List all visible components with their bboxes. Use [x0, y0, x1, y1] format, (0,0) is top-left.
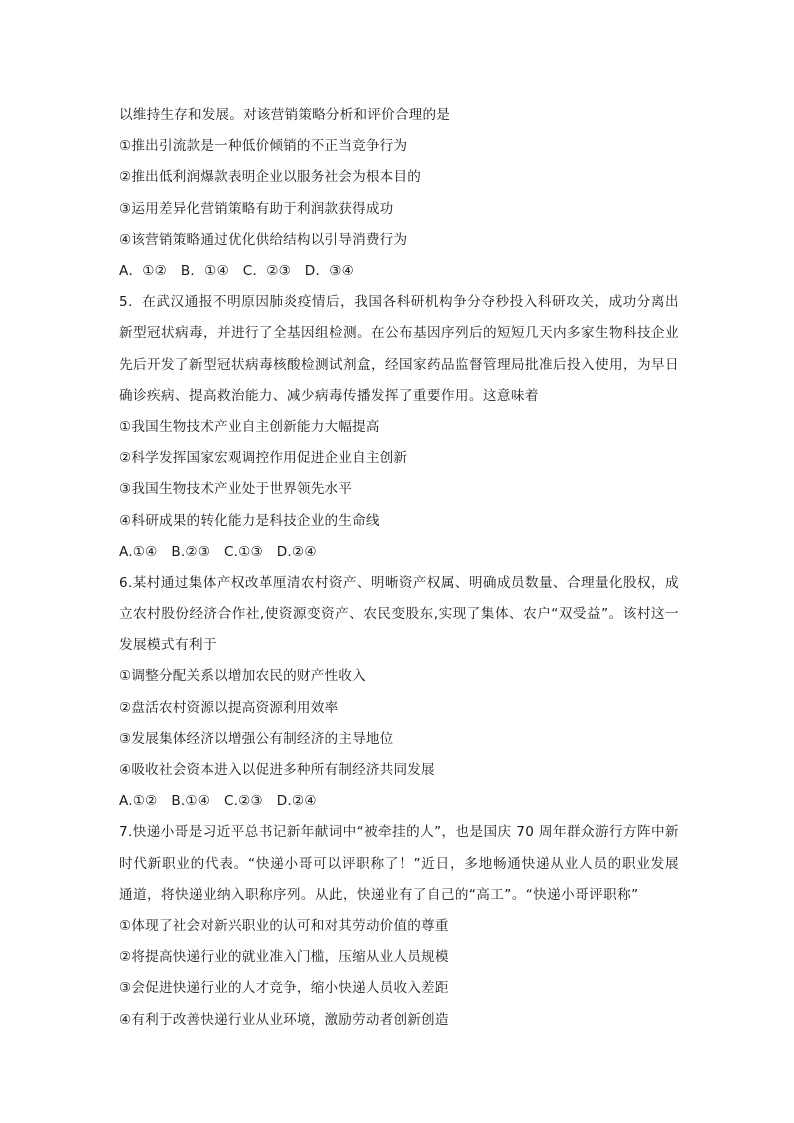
q7-item-2: ②将提高快递行业的就业准入门槛，压缩从业人员规模: [119, 949, 449, 966]
q4-options: A．①② B．①④ C．②③ D．③④: [119, 262, 355, 279]
q4-stem-end: 以维持生存和发展。对该营销策略分析和评价合理的是: [119, 107, 451, 123]
q5-item-1: ①我国生物技术产业自主创新能力大幅提高: [119, 418, 380, 435]
question-6: [119, 568, 679, 818]
q5-item-2: ②科学发挥国家宏观调控作用促进企业自主创新: [119, 450, 408, 467]
q6-item-2: ②盘活农村资源以提高资源利用效率: [119, 699, 339, 716]
q6-item-4: ④吸收社会资本进入以促进多种所有制经济共同发展: [119, 762, 435, 779]
q6-item-3: ③发展集体经济以增强公有制经济的主导地位: [119, 730, 394, 747]
q5-stem: 5．在武汉通报不明原因肺炎疫情后，我国各科研机构争分夺秒投入科研攻关，成功分离出新型冠状病毒，并进行了全基因组检测。在公布基因序列后的短短几天内多家生物科技企业先后开发了新型冠状病毒核酸检测试剂盒，经国家药品监督管理局批准后投入使用，为早日确诊疾病、提高救治能力、减少病毒传播发挥了重要作用。这意味着: [119, 294, 679, 404]
q7-item-4: ④有利于改善快递行业从业环境，激励劳动者创新创造: [119, 1011, 449, 1028]
q6-options: A.①② B.①④ C.②③ D.②④: [119, 793, 317, 810]
q5-item-3: ③我国生物技术产业处于世界领先水平: [119, 481, 353, 498]
question-7: [119, 817, 679, 1035]
q4-item-3: ③运用差异化营销策略有助于利润款获得成功: [119, 200, 394, 217]
q7-stem: 7.快递小哥是习近平总书记新年献词中“被牵挂的人”，也是国庆 70 周年群众游行方阵中新时代新职业的代表。“快递小哥可以评职称了！”近日，多地畅通快递从业人员的职业发展通道，将快递业纳入职称序列。从此，快递业有了自己的“高工”。“快递小哥评职称”: [119, 824, 679, 903]
question-5: [119, 287, 679, 568]
q7-item-3: ③会促进快递行业的人才竞争，缩小快递人员收入差距: [119, 980, 449, 997]
q5-item-4: ④科研成果的转化能力是科技企业的生命线: [119, 512, 380, 529]
q4-item-4: ④该营销策略通过优化供给结构以引导消费行为: [119, 231, 408, 248]
q4-item-2: ②推出低利润爆款表明企业以服务社会为根本目的: [119, 169, 422, 186]
question-4-tail: [119, 100, 679, 287]
page-content: [119, 100, 679, 1036]
q7-item-1: ①体现了社会对新兴职业的认可和对其劳动价值的尊重: [119, 918, 449, 935]
q5-options: A.①④ B.②③ C.①③ D.②④: [119, 543, 317, 560]
q6-stem: 6.某村通过集体产权改革厘清农村资产、明晰资产权属、明确成员数量、合理量化股权，成立农村股份经济合作社,使资源变资产、农民变股东,实现了集体、农户“双受益”。该村这一发展模式有利于: [119, 574, 679, 654]
q4-item-1: ①推出引流款是一种低价倾销的不正当竞争行为: [119, 138, 408, 155]
q6-item-1: ①调整分配关系以增加农民的财产性收入: [119, 668, 366, 685]
